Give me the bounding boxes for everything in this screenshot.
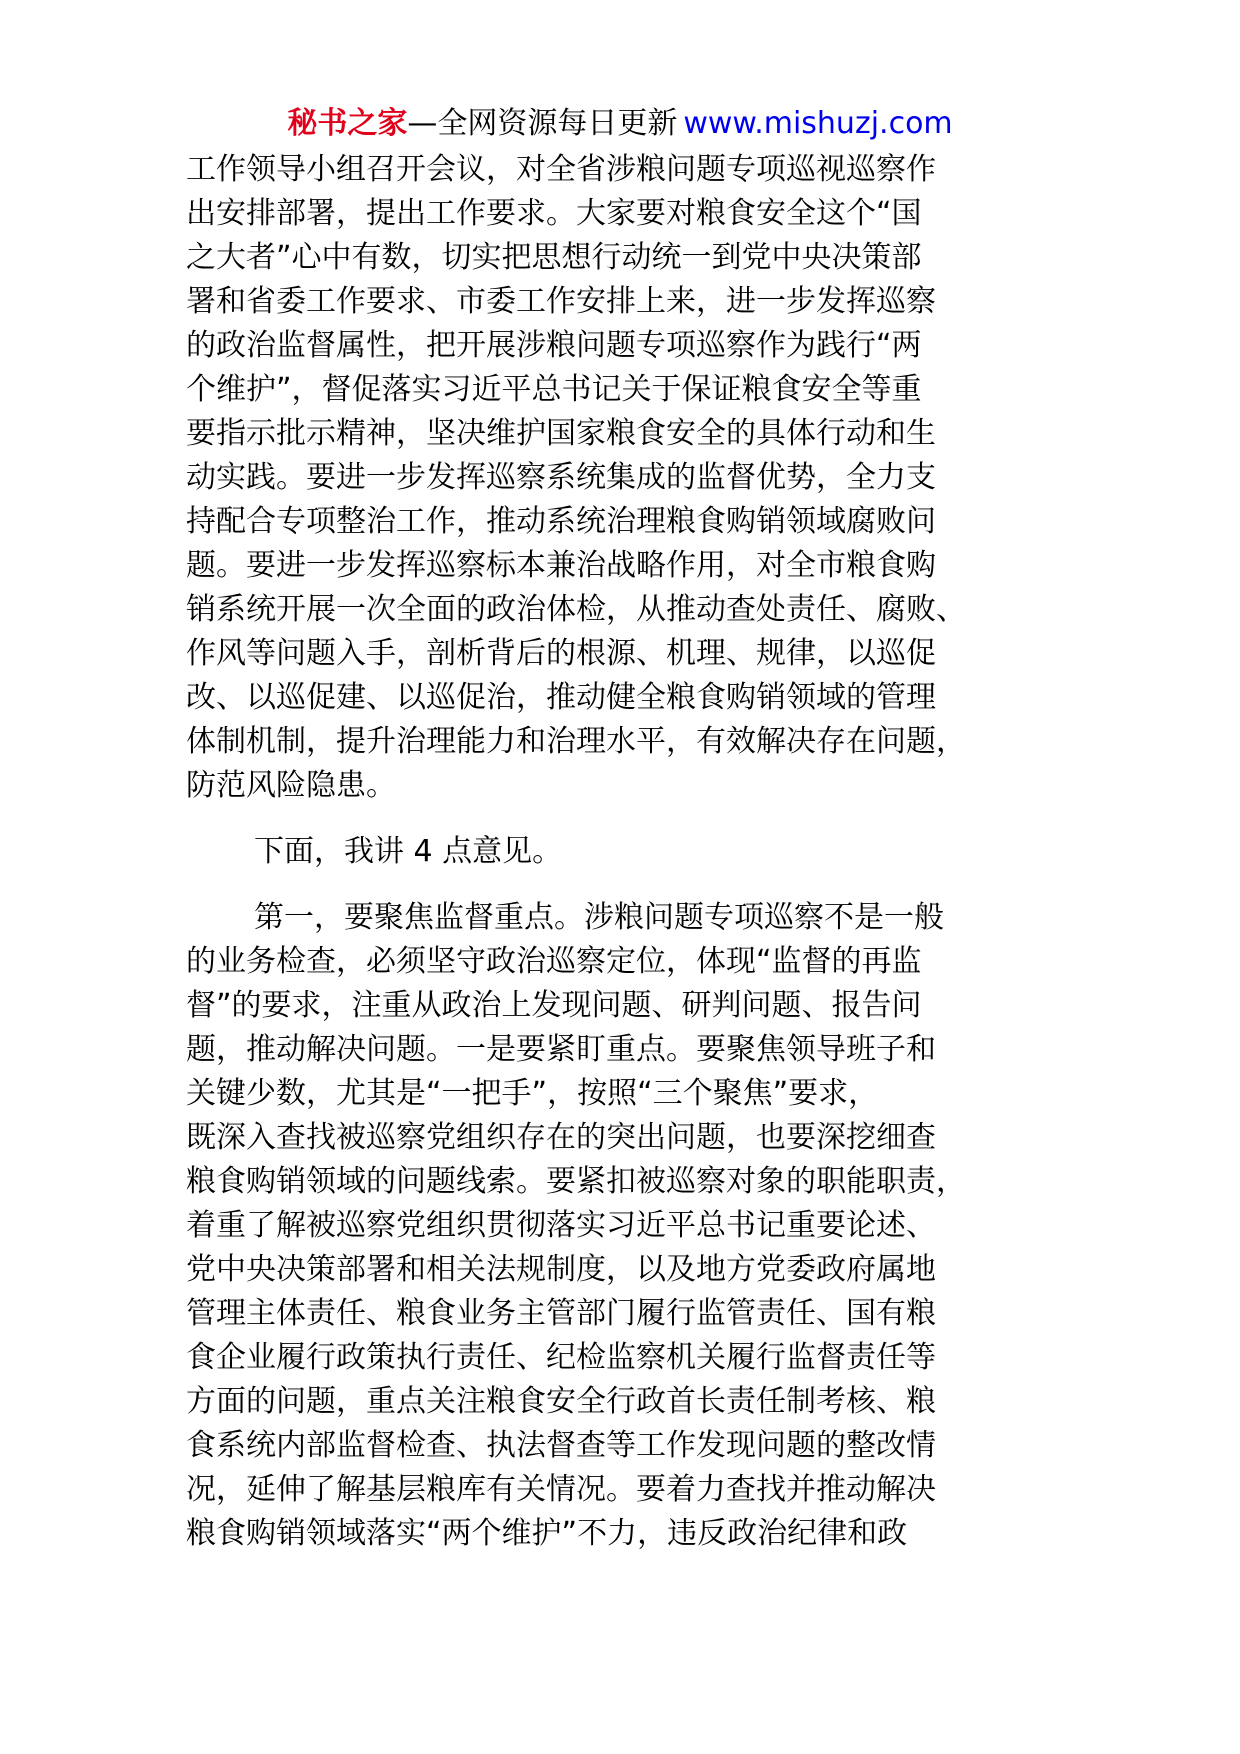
text-line: 作风等问题入手，剖析背后的根源、机理、规律，以巡促 (186, 636, 936, 671)
text-line: 关键少数，尤其是“一把手”，按照“三个聚焦”要求， (186, 1076, 879, 1111)
document-body (186, 148, 1054, 1556)
text-line: 持配合专项整治工作，推动系统治理粮食购销领域腐败问 (186, 504, 936, 539)
text-line: 督”的要求，注重从政治上发现问题、研判问题、报告问 (186, 988, 922, 1023)
paragraph (186, 148, 1054, 808)
paragraph-gap (186, 874, 1054, 896)
text-line: 个维护”，督促落实习近平总书记关于保证粮食安全等重 (186, 372, 922, 407)
paragraph-gap (186, 808, 1054, 830)
text-line: 食企业履行政策执行责任、纪检监察机关履行监督责任等 (186, 1340, 936, 1375)
text-line: 销系统开展一次全面的政治体检，从推动查处责任、腐败、 (186, 592, 966, 627)
text-line: 防范风险隐患。 (186, 768, 396, 803)
text-line: 方面的问题，重点关注粮食安全行政首长责任制考核、粮 (186, 1384, 936, 1419)
text-line: 第一，要聚焦监督重点。涉粮问题专项巡察不是一般 (254, 900, 944, 935)
text-line: 要指示批示精神，坚决维护国家粮食安全的具体行动和生 (186, 416, 936, 451)
text-line: 体制机制，提升治理能力和治理水平，有效解决存在问题， (186, 724, 966, 759)
text-line: 既深入查找被巡察党组织存在的突出问题，也要深挖细查 (186, 1120, 936, 1155)
text-line: 食系统内部监督检查、执法督查等工作发现问题的整改情 (186, 1428, 936, 1463)
text-line: 党中央决策部署和相关法规制度，以及地方党委政府属地 (186, 1252, 936, 1287)
paragraph (186, 896, 1054, 1556)
text-line: 管理主体责任、粮食业务主管部门履行监管责任、国有粮 (186, 1296, 936, 1331)
text-line: 的政治监督属性，把开展涉粮问题专项巡察作为践行“两 (186, 328, 922, 363)
text-line: 着重了解被巡察党组织贯彻落实习近平总书记重要论述、 (186, 1208, 936, 1243)
header-tagline: —全网资源每日更新 (407, 106, 678, 141)
text-line: 粮食购销领域的问题线索。要紧扣被巡察对象的职能职责， (186, 1164, 966, 1199)
paragraph (186, 830, 1054, 874)
text-line: 下面，我讲 4 点意见。 (254, 834, 563, 869)
text-line: 动实践。要进一步发挥巡察系统集成的监督优势，全力支 (186, 460, 936, 495)
text-line: 工作领导小组召开会议，对全省涉粮问题专项巡视巡察作 (186, 152, 936, 187)
text-line: 出安排部署，提出工作要求。大家要对粮食安全这个“国 (186, 196, 922, 231)
text-line: 粮食购销领域落实“两个维护”不力，违反政治纪律和政 (186, 1516, 908, 1551)
text-line: 题。要进一步发挥巡察标本兼治战略作用，对全市粮食购 (186, 548, 936, 583)
text-line: 之大者”心中有数，切实把思想行动统一到党中央决策部 (186, 240, 922, 275)
text-line: 署和省委工作要求、市委工作安排上来，进一步发挥巡察 (186, 284, 936, 319)
text-line: 的业务检查，必须坚守政治巡察定位，体现“监督的再监 (186, 944, 922, 979)
text-line: 改、以巡促建、以巡促治，推动健全粮食购销领域的管理 (186, 680, 936, 715)
brand-name: 秘书之家 (287, 106, 408, 141)
site-url-link[interactable]: www.mishuzj.com (683, 106, 953, 141)
text-line: 题，推动解决问题。一是要紧盯重点。要聚焦领导班子和 (186, 1032, 936, 1067)
text-line: 况，延伸了解基层粮库有关情况。要着力查找并推动解决 (186, 1472, 936, 1507)
page-header (0, 104, 1240, 144)
